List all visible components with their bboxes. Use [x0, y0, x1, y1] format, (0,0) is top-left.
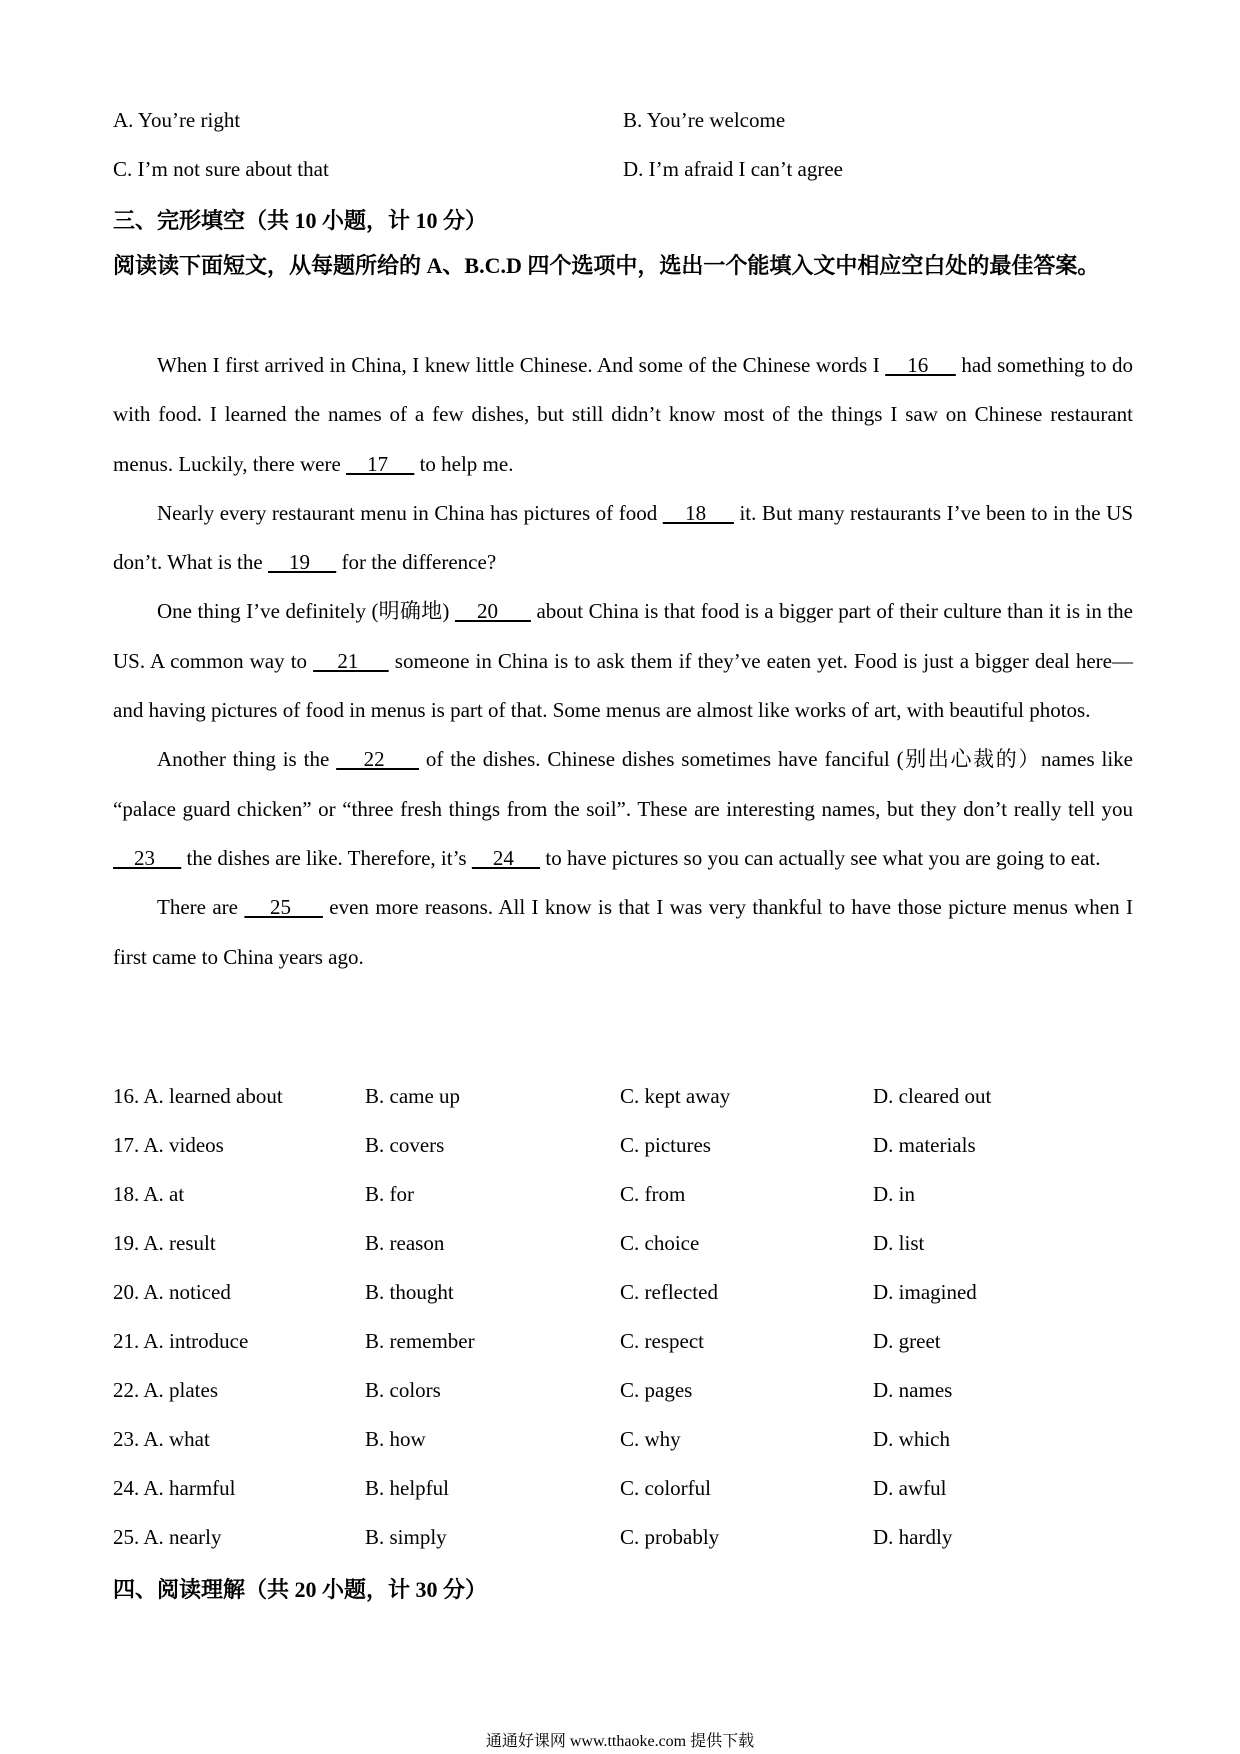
question-16-option-b: B. came up	[365, 1084, 461, 1108]
question-24-option-d: D. awful	[873, 1476, 947, 1500]
passage-paragraph-2: Nearly every restaurant menu in China has pictures of food 18 it. But many restaurants I’ve been to in the US don’t. What is the 19 for the difference?	[113, 500, 1134, 575]
question-25-option-d: D. hardly	[873, 1525, 953, 1549]
question-25-option-b: B. simply	[365, 1525, 447, 1549]
question-row-19	[113, 1231, 1123, 1261]
question-24-option-a: 24. A. harmful	[113, 1476, 236, 1500]
question-21-option-a: 21. A. introduce	[113, 1329, 249, 1353]
blank-20: 20	[454, 599, 531, 624]
question-row-25	[113, 1525, 1123, 1555]
question-17-option-c: C. pictures	[620, 1133, 711, 1157]
blank-24: 24	[471, 845, 541, 870]
blank-21: 21	[313, 648, 389, 673]
question-row-18	[113, 1182, 1123, 1212]
question-row-21	[113, 1329, 1123, 1359]
question-18-option-a: 18. A. at	[113, 1182, 185, 1206]
question-20-option-a: 20. A. noticed	[113, 1280, 231, 1304]
section3-title: 三、完形填空（共 10 小题，计 10 分）	[113, 208, 488, 233]
question-23-option-d: D. which	[873, 1427, 950, 1451]
question-22-option-b: B. colors	[365, 1378, 441, 1402]
question-23-option-c: C. why	[620, 1427, 681, 1451]
section4-title: 四、阅读理解（共 20 小题，计 30 分）	[113, 1577, 488, 1602]
question-18-option-d: D. in	[873, 1182, 915, 1206]
option-b: B. You’re welcome	[623, 108, 786, 132]
question-16-option-c: C. kept away	[620, 1084, 731, 1108]
question-16-option-a: 16. A. learned about	[113, 1084, 283, 1108]
question-22-option-a: 22. A. plates	[113, 1378, 218, 1402]
passage-paragraph-5: There are 25 even more reasons. All I know is that I was very thankful to have those picture menus when I first came to China years ago.	[113, 895, 1134, 969]
question-22-option-c: C. pages	[620, 1378, 693, 1402]
question-17-option-d: D. materials	[873, 1133, 976, 1157]
option-c: C. I’m not sure about that	[113, 157, 329, 181]
question-19-option-d: D. list	[873, 1231, 925, 1255]
option-a: A. You’re right	[113, 108, 241, 132]
question-row-20	[113, 1280, 1123, 1310]
passage-paragraph-3: One thing I’ve definitely (明确地) 20 about China is that food is a bigger part of their culture than it is in the US. A common way to 21 someone in China is to ask them if they’ve eaten yet. Food is just a bigger deal here—and having pictures of food in menus is part of that. Some menus are almost like works of art, with beautiful photos.	[113, 599, 1134, 723]
blank-22: 22	[336, 747, 419, 772]
cloze-passage	[113, 341, 1133, 982]
question-row-17	[113, 1133, 1123, 1163]
blank-18: 18	[662, 500, 734, 525]
blank-23: 23	[113, 845, 182, 870]
question-19-option-b: B. reason	[365, 1231, 445, 1255]
question-row-23	[113, 1427, 1123, 1457]
question-18-option-b: B. for	[365, 1182, 414, 1206]
blank-17: 17	[346, 451, 415, 476]
question-18-option-c: C. from	[620, 1182, 686, 1206]
question-25-option-c: C. probably	[620, 1525, 720, 1549]
section3-instruction: 阅读读下面短文，从每题所给的 A、B.C.D 四个选项中，选出一个能填入文中相应空白处的最佳答案。	[113, 253, 1100, 278]
question-21-option-c: C. respect	[620, 1329, 704, 1353]
question-17-option-b: B. covers	[365, 1133, 445, 1157]
question-21-option-b: B. remember	[365, 1329, 475, 1353]
blank-19: 19	[267, 550, 337, 575]
question-22-option-d: D. names	[873, 1378, 953, 1402]
question-19-option-a: 19. A. result	[113, 1231, 216, 1255]
passage-paragraph-1: When I first arrived in China, I knew little Chinese. And some of the Chinese words I 16 had something to do with food. I learned the names of a few dishes, but still didn’t know most of the things I saw on Chinese restaurant menus. Luckily, there were 17 to help me.	[113, 353, 1134, 476]
question-20-option-c: C. reflected	[620, 1280, 718, 1304]
question-17-option-a: 17. A. videos	[113, 1133, 224, 1157]
page-footer: 通通好课网 www.tthaoke.com 提供下载	[485, 1733, 755, 1750]
question-row-16	[113, 1084, 1123, 1114]
question-23-option-b: B. how	[365, 1427, 426, 1451]
question-19-option-c: C. choice	[620, 1231, 700, 1255]
question-24-option-b: B. helpful	[365, 1476, 449, 1500]
question-23-option-a: 23. A. what	[113, 1427, 210, 1451]
question-21-option-d: D. greet	[873, 1329, 941, 1353]
question-20-option-d: D. imagined	[873, 1280, 977, 1304]
question-25-option-a: 25. A. nearly	[113, 1525, 222, 1549]
question-24-option-c: C. colorful	[620, 1476, 711, 1500]
passage-paragraph-4: Another thing is the 22 of the dishes. Chinese dishes sometimes have fanciful (别出心裁的）names like “palace guard chicken” or “three fresh things from the soil”. These are interesting names, but they don’t really tell you 23 the dishes are like. Therefore, it’s 24 to have pictures so you can actually see what you are going to eat.	[113, 747, 1133, 870]
option-d: D. I’m afraid I can’t agree	[623, 157, 843, 181]
question-row-22	[113, 1378, 1123, 1408]
question-row-24	[113, 1476, 1123, 1506]
blank-16: 16	[885, 353, 956, 377]
blank-25: 25	[244, 895, 323, 920]
question-16-option-d: D. cleared out	[873, 1084, 992, 1108]
question-20-option-b: B. thought	[365, 1280, 454, 1304]
